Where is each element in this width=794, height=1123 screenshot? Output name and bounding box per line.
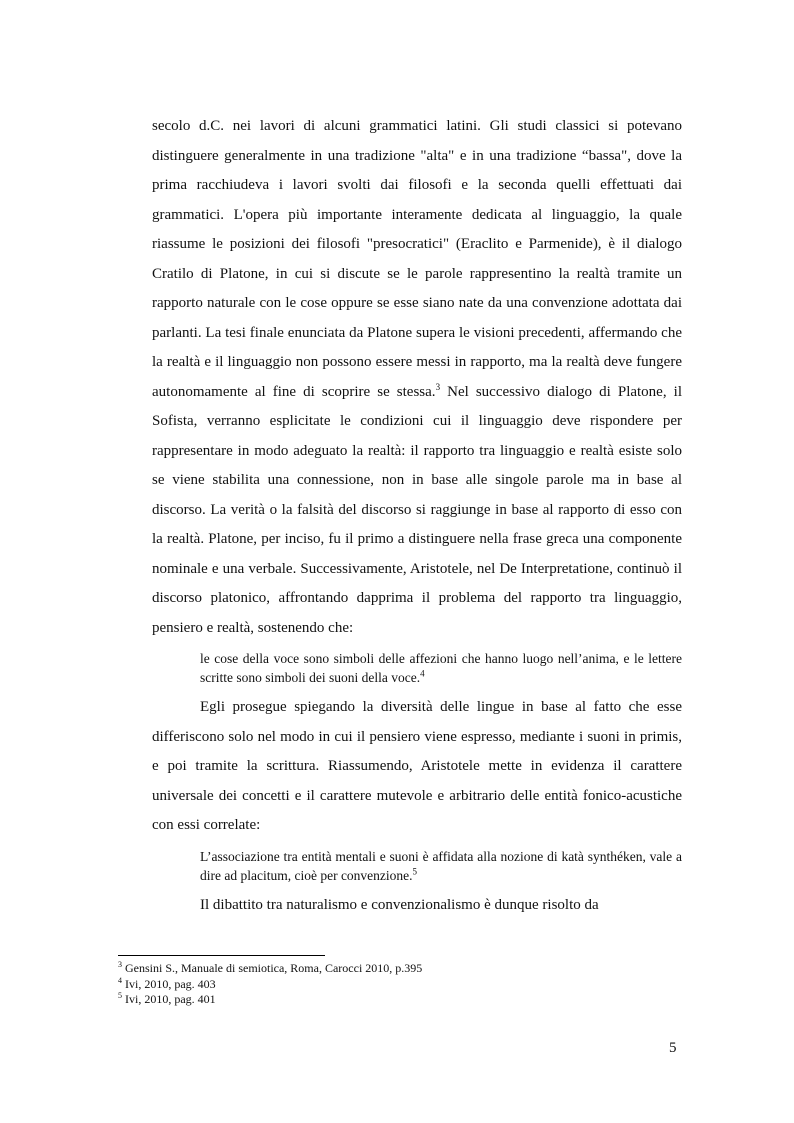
- footnote-5-number: 5: [118, 991, 122, 1000]
- footnote-4-number: 4: [118, 975, 122, 985]
- footnote-3: [118, 961, 678, 977]
- footnote-4-text: Ivi, 2010, pag. 403: [125, 976, 216, 991]
- footnote-3-number: 3: [118, 960, 122, 969]
- block-quote-2: [200, 847, 682, 885]
- footnote-ref-5: 5: [412, 866, 418, 876]
- block-quote-2-text: L’associazione tra entità mentali e suoni è affidata alla nozione di katà synthéken, vale a dire ad placitum, cioè per convenzione.: [200, 848, 682, 883]
- footnote-5: [118, 992, 678, 1008]
- footnotes: [118, 961, 678, 1008]
- footnote-separator: [118, 955, 325, 956]
- footnote-ref-4: 4: [420, 668, 425, 679]
- footnote-ref-3: 3: [435, 381, 441, 392]
- block-quote-1: [200, 649, 682, 687]
- paragraph-1-part-1: secolo d.C. nei lavori di alcuni grammatici latini. Gli studi classici si potevano distinguere generalmente in una tradizione "alta" e in una tradizione “bassa", dove la prima racchiudeva i lavori svolti dai filosofi e la seconda quelli effettuati dai grammatici. L'opera più importante interamente dedicata al linguaggio, la quale riassume le posizioni dei filosofi "presocratici" (Eraclito e Parmenide), è il dialogo Cratilo di Platone, in cui si discute se le parole rappresentino la realtà tramite un rapporto naturale con le cose oppure se esse siano nate da una convenzione adottata dai parlanti. La tesi finale enunciata da Platone supera le visioni precedenti, affermando che la realtà e il linguaggio non possono essere messi in rapporto, ma la realtà deve fungere autonomamente al fine di scoprire se stessa.: [152, 118, 682, 400]
- footnote-4: [118, 977, 678, 993]
- page-number: 5: [669, 1040, 677, 1056]
- body-text: [152, 112, 682, 920]
- footnote-5-text: Ivi, 2010, pag. 401: [125, 992, 216, 1006]
- footnote-3-text: Gensini S., Manuale di semiotica, Roma, Carocci 2010, p.395: [125, 961, 423, 975]
- paragraph-2: Egli prosegue spiegando la diversità delle lingue in base al fatto che esse differiscono solo nel modo in cui il pensiero viene espresso, mediante i suoni in primis, e poi tramite la scrittura. Riassumendo, Aristotele mette in evidenza il carattere universale dei concetti e il carattere mutevole e arbitrario delle entità fonico-acustiche con essi correlate:: [152, 699, 682, 833]
- paragraph-1-part-2: Nel successivo dialogo di Platone, il Sofista, verranno esplicitate le condizioni cui il linguaggio deve rispondere per rappresentare in modo adeguato la realtà: il rapporto tra linguaggio e realtà esiste solo se viene stabilita una connessione, non in base alle singole parole ma in base al discorso. La verità o la falsità del discorso si raggiunge in base al rapporto di esso con la realtà. Platone, per inciso, fu il primo a distinguere nella frase greca una componente nominale e una verbale. Successivamente, Aristotele, nel De Interpretatione, continuò il discorso platonico, affrontando dapprima il problema del rapporto tra linguaggio, pensiero e realtà, sostenendo che:: [152, 383, 682, 636]
- paragraph-1: [152, 112, 682, 643]
- paragraph-3: Il dibattito tra naturalismo e convenzionalismo è dunque risolto da: [200, 896, 599, 913]
- block-quote-1-text: le cose della voce sono simboli delle affezioni che hanno luogo nell’anima, e le lettere scritte sono simboli dei suoni della voce.: [200, 651, 682, 685]
